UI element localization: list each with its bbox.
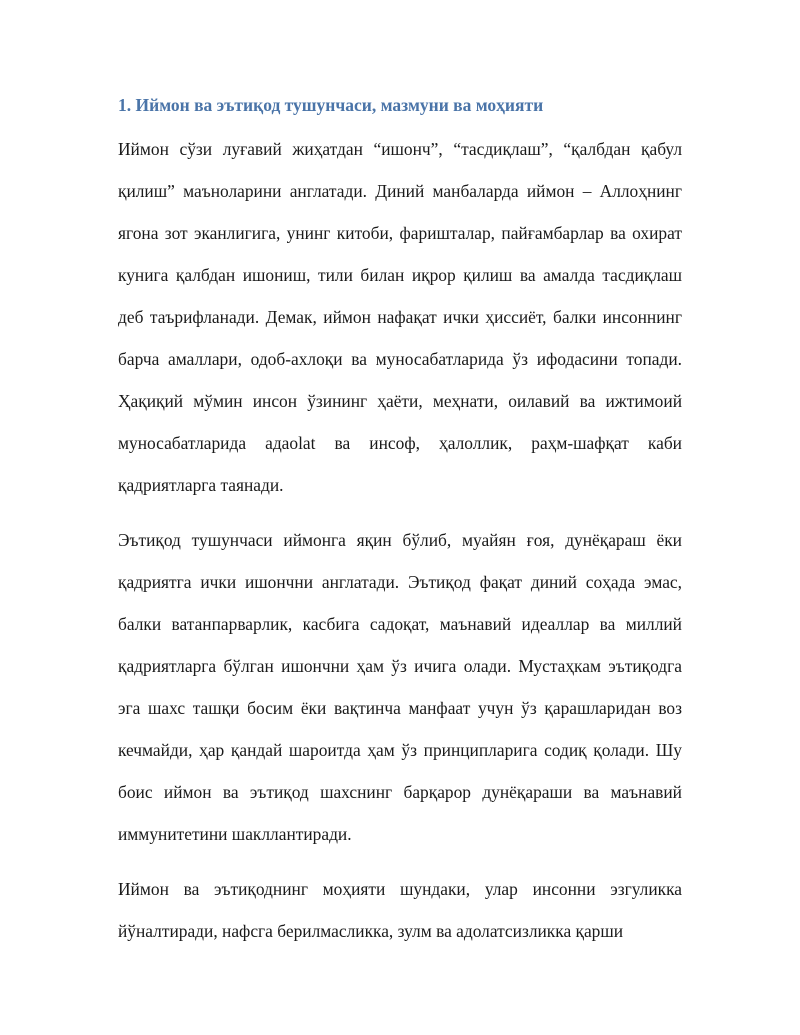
paragraph-etiqod-definition: Эътиқод тушунчаси иймонга яқин бўлиб, муайян ғоя, дунёқараш ёки қадриятга ички ишончни англатади. Эътиқод фақат диний соҳада эмас, балки ватанпарварлик, касбига садоқат, маънавий идеаллар ва миллий қадриятларга бўлган ишончни ҳам ўз ичига олади. Мустаҳкам эътиқодга эга шахс ташқи босим ёки вақтинча манфаат учун ўз қарашларидан воз кечмайди, ҳар қандай шароитда ҳам ўз принципларига содиқ қолади. Шу боис иймон ва эътиқод шахснинг барқарор дунёқараши ва маънавий иммунитетини шакллантиради. — [118, 530, 682, 844]
section-heading: 1. Иймон ва эътиқод тушунчаси, мазмуни ва моҳияти — [118, 95, 544, 115]
paragraph-essence: Иймон ва эътиқоднинг моҳияти шундаки, улар инсонни эзгуликка йўналтиради, нафсга берилмасликка, зулм ва адолатсизликка қарши — [118, 879, 682, 941]
document-body — [118, 93, 682, 965]
paragraph-iymon-definition: Иймон сўзи луғавий жиҳатдан “ишонч”, “тасдиқлаш”, “қалбдан қабул қилиш” маъноларини англатади. Диний манбаларда иймон – Аллоҳнинг ягона зот эканлигига, унинг китоби, фаришталар, пайғамбарлар ва охират кунига қалбдан ишониш, тили билан иқрор қилиш ва амалда тасдиқлаш деб таърифланади. Демак, иймон нафақат ички ҳиссиёт, балки инсоннинг барча амаллари, одоб-ахлоқи ва муносабатларида ўз ифодасини топади. Ҳақиқий мўмин инсон ўзининг ҳаёти, меҳнати, оилавий ва ижтимоий муносабатларида адаolat ва инсоф, ҳалоллик, раҳм-шафқат каби қадриятларга таянади. — [118, 139, 682, 495]
